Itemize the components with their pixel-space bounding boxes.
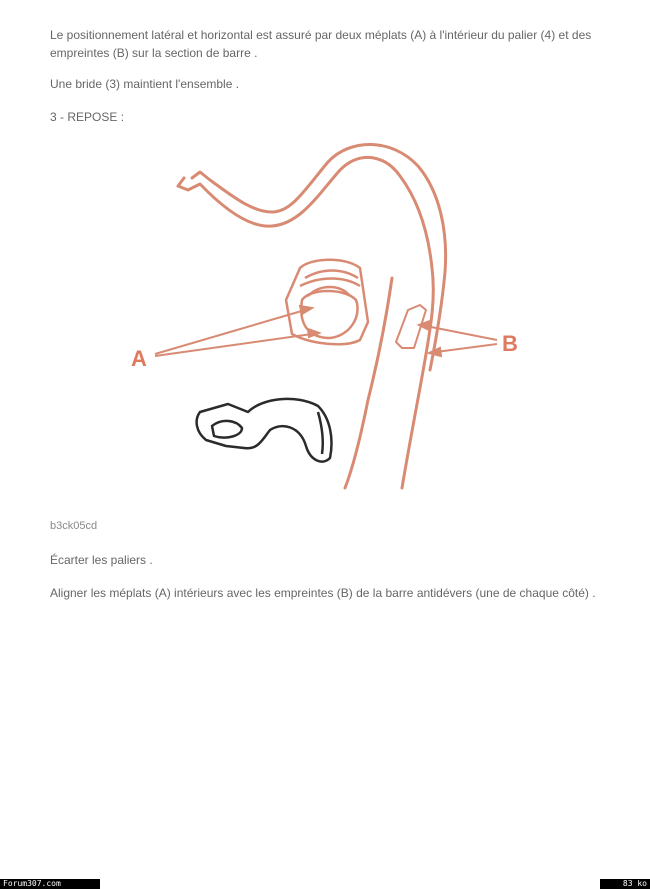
leader-arrows: [155, 306, 497, 356]
stabilizer-bar-figure: [0, 130, 650, 510]
label-b: B: [502, 331, 518, 356]
intro-paragraph: Le positionnement latéral et horizontal est assuré par deux méplats (A) à l'intérieur du palier (4) et des empreintes (B) sur la section de barre .: [50, 28, 592, 60]
instruction-step-1: Écarter les paliers .: [50, 553, 153, 567]
label-a: A: [131, 346, 147, 371]
figure-caption: b3ck05cd: [50, 520, 98, 532]
footer-site-label: Forum307.com: [0, 879, 100, 889]
bearing: [286, 260, 368, 345]
clamp-paragraph: Une bride (3) maintient l'ensemble .: [50, 77, 240, 91]
clamp: [197, 399, 332, 462]
instruction-step-2: Aligner les méplats (A) intérieurs avec les empreintes (B) de la barre antidévers (une de chaque côté) .: [50, 586, 596, 600]
section-heading: 3 - REPOSE :: [50, 110, 125, 124]
footer-size-label: 83 ko: [600, 879, 650, 889]
